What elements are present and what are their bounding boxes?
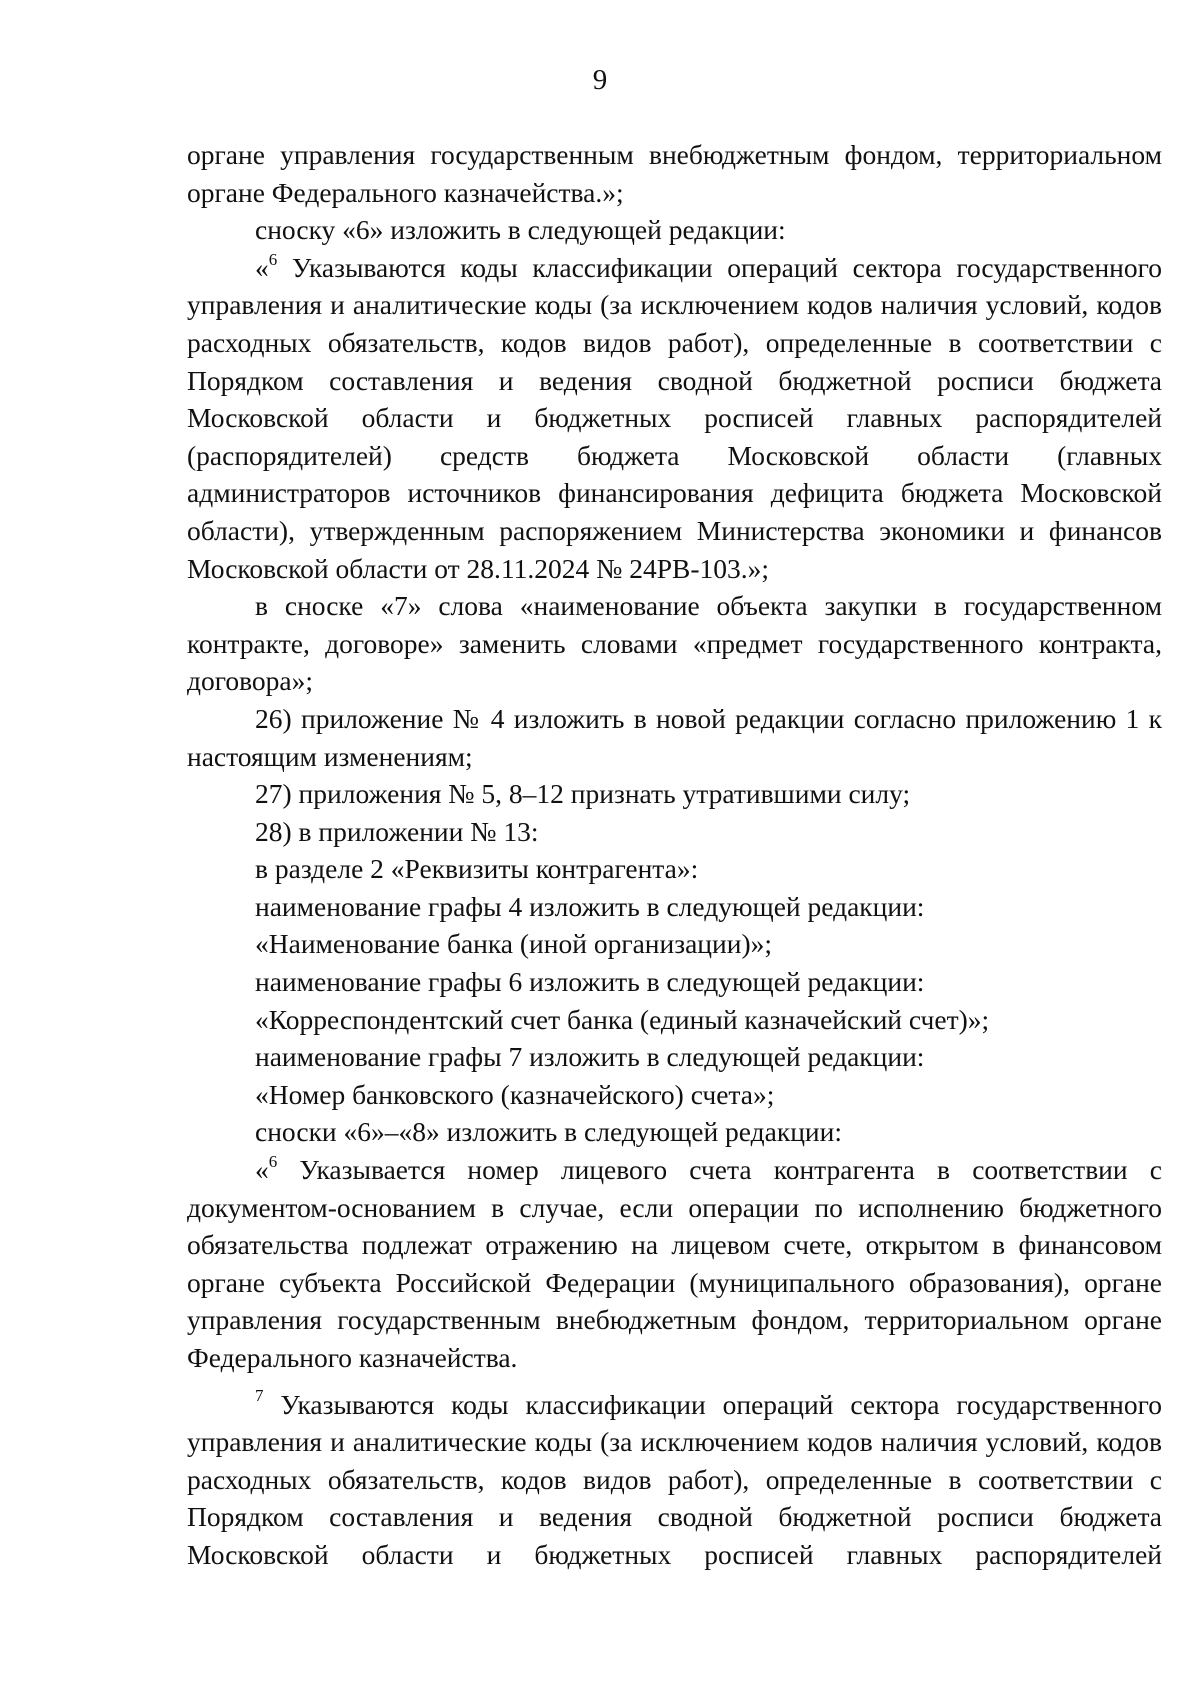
paragraph-column-7-instruction: наименование графы 7 изложить в следующей редакции: bbox=[255, 1041, 925, 1073]
paragraph-item-28: 28) в приложении № 13: bbox=[255, 815, 539, 847]
document-body bbox=[187, 136, 1162, 1574]
footnote-marker: 6 bbox=[268, 1151, 278, 1171]
footnote-text: Указываются коды классификации операций сектора государственного управления и аналитические коды (за исключением кодов наличия условий, кодов расходных обязательств, кодов видов работ), определенные в соответствии с Порядком составления и ведения сводной бюджетной росписи бюджета Московской области и бюджетных росписей главных распорядителей (распорядителей) средств бюджета Московской области (главных администраторов источников финансирования дефицита бюджета Московской области), утвержденным распоряжением Министерства экономики и финансов Московской области от 28.11.2024 № 24РВ-103.»; bbox=[187, 251, 1162, 584]
footnote-marker: 6 bbox=[268, 249, 278, 269]
paragraph-column-6-text: «Корреспондентский счет банка (единый казначейский счет)»; bbox=[255, 1003, 990, 1035]
paragraph-column-4-instruction: наименование графы 4 изложить в следующей редакции: bbox=[255, 890, 925, 922]
paragraph-section-2: в разделе 2 «Реквизиты контрагента»: bbox=[255, 853, 699, 885]
open-quote: « bbox=[255, 251, 269, 283]
footnote-text: Указываются коды классификации операций сектора государственного управления и аналитические коды (за исключением кодов наличия условий, кодов расходных обязательств, кодов видов работ), определенные в соответствии с Порядком составления и ведения сводной бюджетной росписи бюджета Московской области и бюджетных росписей главных распорядителей bbox=[187, 1388, 1162, 1570]
paragraph-column-6-instruction: наименование графы 6 изложить в следующей редакции: bbox=[255, 966, 925, 998]
paragraph-new-footnote-7 bbox=[187, 1386, 1162, 1574]
footnote-text: Указывается номер лицевого счета контрагента в соответствии с документом-основанием в случае, если операции по исполнению бюджетного обязательства подлежат отражению на лицевом счете, открытом в финансовом органе субъекта Российской Федерации (муниципального образования), органе управления государственным внебюджетным фондом, территориальном органе Федерального казначейства. bbox=[187, 1154, 1162, 1373]
paragraph-item-26: 26) приложение № 4 изложить в новой редакции согласно приложению 1 к настоящим изменениям; bbox=[187, 702, 1162, 772]
paragraph-column-4-text: «Наименование банка (иной организации)»; bbox=[255, 928, 773, 960]
paragraph-continuation: органе управления государственным внебюджетным фондом, территориальном органе Федерального казначейства.»; bbox=[187, 139, 1162, 208]
paragraph-footnotes-6-8-instruction: сноски «6»–«8» изложить в следующей редакции: bbox=[255, 1116, 842, 1148]
open-quote: « bbox=[255, 1154, 269, 1186]
paragraph-footnote-6-instruction: сноску «6» изложить в следующей редакции: bbox=[255, 214, 786, 246]
paragraph-column-7-text: «Номер банковского (казначейского) счета»; bbox=[255, 1078, 775, 1110]
paragraph-new-footnote-6 bbox=[187, 1151, 1162, 1377]
paragraph-item-27: 27) приложения № 5, 8–12 признать утратившими силу; bbox=[255, 778, 911, 810]
paragraph-footnote-7-replacement: в сноске «7» слова «наименование объекта закупки в государственном контракте, договоре» заменить словами «предмет государственного контракта, договора»; bbox=[187, 590, 1162, 697]
footnote-marker: 7 bbox=[255, 1386, 264, 1406]
paragraph-footnote-6-text bbox=[187, 249, 1162, 587]
page-number: 9 bbox=[592, 64, 608, 96]
